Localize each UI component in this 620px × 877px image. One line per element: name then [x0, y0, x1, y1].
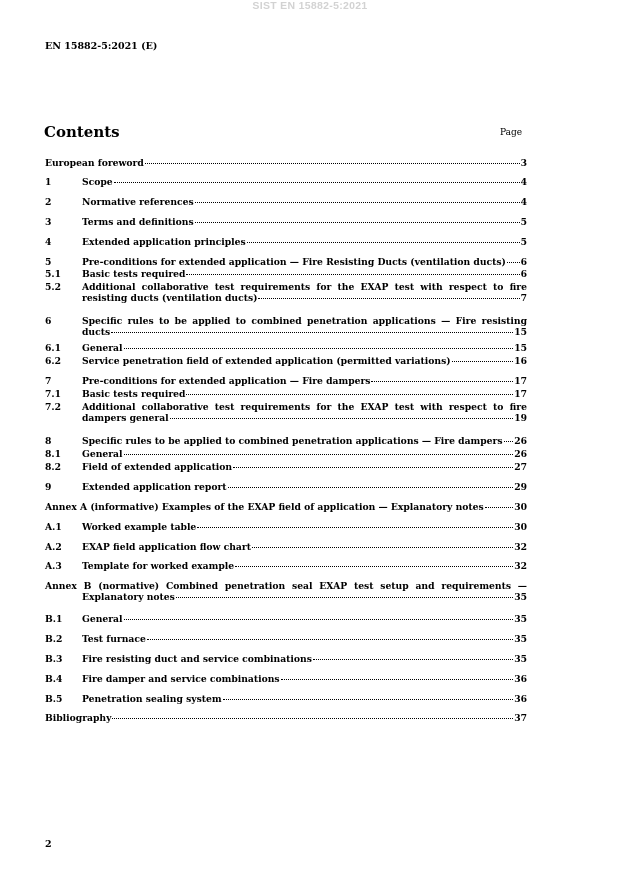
dot-leader [195, 221, 520, 223]
toc-entry-page: 35 [514, 634, 527, 645]
toc-entry-page: 35 [514, 591, 527, 603]
toc-entry-number: 2 [45, 197, 52, 208]
toc-entry-page: 27 [514, 462, 527, 473]
toc-entry[interactable] [45, 437, 527, 448]
toc-entry-number: B.4 [45, 674, 63, 685]
contents-title: Contents [44, 123, 120, 141]
toc-entry-page: 30 [514, 522, 527, 533]
toc-entry-page: 30 [514, 502, 527, 513]
dot-leader [485, 506, 514, 508]
toc-entry[interactable] [45, 582, 527, 604]
toc-entry[interactable] [45, 655, 527, 666]
page-number: 2 [45, 839, 52, 850]
dot-leader [111, 331, 513, 333]
dot-leader [228, 486, 514, 488]
toc-entry[interactable] [45, 283, 527, 305]
toc-entry-page: 16 [514, 356, 527, 367]
toc-entry[interactable] [45, 258, 527, 269]
toc-entry-title: Scope [82, 177, 113, 188]
toc-entry[interactable] [45, 270, 527, 281]
toc-entry-title: Specific rules to be applied to combined penetration applications — Fire dampers [82, 436, 503, 447]
toc-entry[interactable] [45, 615, 527, 626]
toc-entry-title: Pre-conditions for extended application — Fire Resisting Ducts (ventilation ducts) [82, 257, 506, 268]
dot-leader [124, 618, 514, 620]
toc-entry-number: 9 [45, 482, 52, 493]
toc-entry-page: 32 [514, 561, 527, 572]
toc-entry-title: Basic tests required [82, 269, 186, 280]
toc-entry-page: 6 [520, 269, 527, 280]
toc-entry-page: 17 [514, 389, 527, 400]
toc-entry-title: General [82, 449, 123, 460]
dot-leader [258, 297, 519, 299]
toc-entry[interactable] [45, 675, 527, 686]
dot-leader [252, 546, 513, 548]
toc-entry-number: 7.1 [45, 389, 61, 400]
toc-entry-page: 35 [514, 654, 527, 665]
toc-entry[interactable] [45, 450, 527, 461]
toc-entry-title: Fire damper and service combinations [82, 674, 280, 685]
toc-entry-number: 6.2 [45, 356, 61, 367]
dot-leader [371, 380, 513, 382]
toc-entry-number: 5 [45, 257, 52, 268]
toc-entry-title-line1: Annex B (normative) Combined penetration seal EXAP test setup and requirements — [45, 581, 527, 592]
toc-entry-page: 4 [520, 177, 527, 188]
toc-entry-title: Annex A (informative) Examples of the EXAP field of application — Explanatory notes [45, 502, 484, 513]
toc-entry-page: 26 [514, 436, 527, 447]
toc-entry[interactable] [45, 403, 527, 425]
toc-entry-page: 5 [520, 217, 527, 228]
toc-entry-title: General [82, 343, 123, 354]
toc-entry[interactable] [45, 523, 527, 534]
toc-entry-number: 6 [45, 316, 52, 327]
toc-entry-number: 6.1 [45, 343, 61, 354]
toc-entry[interactable] [45, 503, 527, 514]
toc-entry-page: 26 [514, 449, 527, 460]
toc-entry-page: 32 [514, 542, 527, 553]
toc-entry-title: Test furnace [82, 634, 146, 645]
toc-entry[interactable] [45, 390, 527, 401]
dot-leader [223, 698, 514, 700]
toc-entry[interactable] [45, 344, 527, 355]
toc-entry-page: 17 [514, 376, 527, 387]
toc-entry-title: resisting ducts (ventilation ducts) [82, 292, 258, 304]
toc-entry[interactable] [45, 198, 527, 209]
dot-leader [197, 526, 513, 528]
toc-entry-page: 36 [514, 674, 527, 685]
toc-entry-number: 5.2 [45, 282, 61, 293]
dot-leader [504, 440, 514, 442]
toc-entry[interactable] [45, 317, 527, 339]
toc-entry[interactable] [45, 483, 527, 494]
toc-entry-title: Fire resisting duct and service combinations [82, 654, 312, 665]
toc-entry-number: 5.1 [45, 269, 61, 280]
toc-entry[interactable] [45, 178, 527, 189]
toc-entry[interactable] [45, 695, 527, 706]
toc-entry-number: B.3 [45, 654, 63, 665]
toc-entry[interactable] [45, 714, 527, 725]
toc-entry-title-line1: Additional collaborative test requirements for the EXAP test with respect to fire [82, 402, 527, 413]
toc-entry-page: 36 [514, 694, 527, 705]
dot-leader [145, 162, 520, 164]
toc-entry-page: 7 [520, 292, 527, 304]
toc-entry-number: B.5 [45, 694, 63, 705]
watermark: SIST EN 15882-5:2021 [252, 0, 368, 12]
toc-entry-page: 6 [520, 257, 527, 268]
toc-entry-title: Explanatory notes [82, 591, 175, 603]
toc-entry-page: 37 [514, 713, 527, 724]
toc-entry[interactable] [45, 238, 527, 249]
dot-leader [124, 453, 514, 455]
dot-leader [281, 678, 514, 680]
dot-leader [195, 201, 520, 203]
toc-entry[interactable] [45, 218, 527, 229]
toc-entry-title: Extended application report [82, 482, 227, 493]
toc-entry[interactable] [45, 543, 527, 554]
dot-leader [233, 466, 513, 468]
toc-entry-title: Service penetration field of extended application (permitted variations) [82, 356, 451, 367]
toc-entry-title: European foreword [45, 158, 144, 169]
toc-entry-title-line1: Additional collaborative test requirements for the EXAP test with respect to fire [82, 282, 527, 293]
toc-entry[interactable] [45, 159, 527, 170]
dot-leader [313, 658, 513, 660]
toc-entry-page: 5 [520, 237, 527, 248]
toc-entry-number: 1 [45, 177, 52, 188]
toc-entry-page: 4 [520, 197, 527, 208]
toc-entry-number: 7.2 [45, 402, 61, 413]
toc-entry-title: Field of extended application [82, 462, 233, 473]
toc-entry-number: A.3 [45, 561, 62, 572]
toc-entry-title: Bibliography [45, 713, 112, 724]
toc-entry[interactable] [45, 463, 527, 474]
toc-entry-title: Penetration sealing system [82, 694, 222, 705]
toc-entry-number: A.2 [45, 542, 62, 553]
toc-entry[interactable] [45, 357, 527, 368]
toc-entry-number: 8.1 [45, 449, 61, 460]
toc-entry-title: Basic tests required [82, 389, 186, 400]
toc-entry-title: dampers general [82, 412, 169, 424]
toc-entry[interactable] [45, 635, 527, 646]
toc-entry-title: General [82, 614, 123, 625]
toc-entry-page: 15 [514, 343, 527, 354]
toc-entry-page: 29 [514, 482, 527, 493]
toc-entry-title: Pre-conditions for extended application — Fire dampers [82, 376, 371, 387]
dot-leader [114, 181, 520, 183]
toc-entry-page: 15 [514, 326, 527, 338]
toc-entry-number: 8 [45, 436, 52, 447]
dot-leader [235, 565, 513, 567]
toc-entry-number: B.1 [45, 614, 63, 625]
toc-entry-number: 7 [45, 376, 52, 387]
dot-leader [452, 360, 514, 362]
page-column-label: Page [500, 128, 523, 138]
toc-entry-number: A.1 [45, 522, 62, 533]
toc-entry-title: Normative references [82, 197, 194, 208]
dot-leader [112, 717, 513, 719]
dot-leader [507, 261, 520, 263]
toc-entry-number: 3 [45, 217, 52, 228]
toc-entry-title: ducts [82, 326, 111, 338]
toc-entry[interactable] [45, 377, 527, 388]
toc-entry-number: B.2 [45, 634, 63, 645]
dot-leader [247, 241, 520, 243]
toc-entry-title-line1: Specific rules to be applied to combined penetration applications — Fire resisting [82, 316, 527, 327]
dot-leader [176, 596, 513, 598]
toc-entry-title: Terms and definitions [82, 217, 194, 228]
dot-leader [147, 638, 513, 640]
toc-entry-title: Worked example table [82, 522, 197, 533]
toc-entry-title: EXAP field application flow chart [82, 542, 251, 553]
toc-entry-page: 19 [514, 412, 527, 424]
toc-entry-page: 3 [520, 158, 527, 169]
toc-entry-title: Extended application principles [82, 237, 246, 248]
dot-leader [124, 347, 514, 349]
dot-leader [170, 417, 514, 419]
dot-leader [186, 393, 513, 395]
toc-entry-number: 8.2 [45, 462, 61, 473]
document-reference: EN 15882-5:2021 (E) [45, 41, 158, 52]
toc-entry[interactable] [45, 562, 527, 573]
toc-entry-title: Template for worked example [82, 561, 235, 572]
toc-entry-number: 4 [45, 237, 52, 248]
dot-leader [186, 273, 519, 275]
toc-entry-page: 35 [514, 614, 527, 625]
